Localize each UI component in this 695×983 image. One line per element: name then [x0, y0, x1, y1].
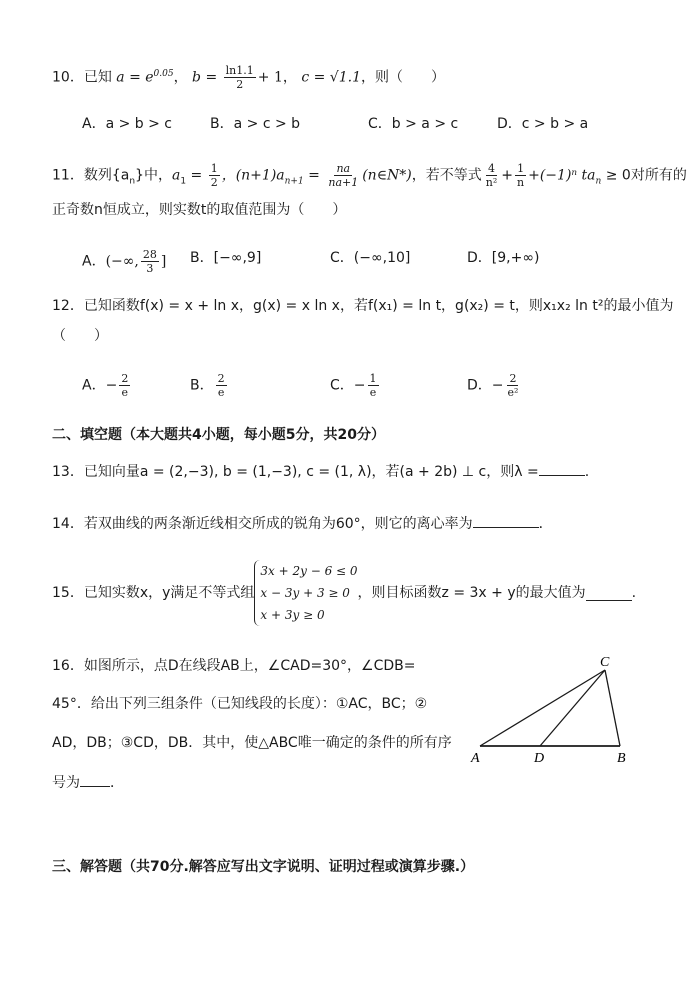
q11-a1-fraction: $\frac{1}{2}$ — [210, 162, 218, 189]
q10-option-b: B．a > c > b — [210, 116, 301, 132]
section-fill-in-title: 二、填空题（本大题共4小题，每小题5分，共20分） — [52, 427, 385, 443]
q10-option-a: A．a > b > c — [82, 116, 173, 132]
q16-line3: AD，DB；③CD，DB．其中，使△ABC唯一确定的条件的所有序 — [52, 735, 452, 751]
q12-option-a: A．− $\frac{2}{e}$ — [82, 372, 129, 399]
q11-line2: 正奇数n恒成立，则实数t的取值范围为（ ） — [52, 202, 347, 218]
q10-option-d: D．c > b > a — [497, 116, 589, 132]
q10-c-expr: c = √1.1 — [301, 69, 361, 86]
q12-option-c: C．− $\frac{1}{e}$ — [330, 372, 377, 399]
segment-cd — [540, 670, 605, 746]
q11-option-b: B．[−∞,9] — [190, 250, 262, 266]
q15-answer-blank[interactable] — [586, 586, 632, 601]
triangle-figure — [468, 650, 638, 770]
q14-stem: 14．若双曲线的两条渐近线相交所成的锐角为60°，则它的离心率为 ． — [52, 513, 553, 534]
section-solve-title: 三、解答题（共70分.解答应写出文字说明、证明过程或演算步骤.） — [52, 859, 475, 875]
label-c: C — [600, 655, 610, 670]
q16-line2: 45°．给出下列三组条件（已知线段的长度）：①AC，BC；② — [52, 696, 428, 712]
q12-option-d: D．− $\frac{2}{\text{e²}}$ — [467, 372, 519, 399]
q11-stem: 11．数列$\{a_n\}$中，$a_1$ = $\frac{1}{2}$ ，$(n+1)a_{n+1}$ = $\frac{na}{na+1}$ (n∈N*)，若不等式 $\frac{4}{\text{n²}}$ + $\frac{1}{n}$ +(−1)ⁿ $ta_n \ge 0$对所有的 — [52, 162, 687, 189]
q11-option-c: C．(−∞,10] — [330, 250, 411, 266]
label-a: A — [471, 751, 480, 766]
q12-stem: 12．已知函数f(x) = x + ln x，g(x) = x ln x，若f(x₁) = ln t，g(x₂) = t，则x₁x₂ ln t²的最小值为 — [52, 298, 674, 314]
q11-option-a: A．(−∞, $\frac{28}{3}$ ] — [82, 248, 167, 275]
q10-stem: 10．已知 $a = e^{0.05}$， b = $\frac{\ln 1.1}{2}$ + 1， c = √1.1，则（ ） — [52, 64, 445, 92]
q11-rec-fraction: $\frac{na}{na+1}$ — [328, 162, 359, 189]
q13-stem: 13．已知向量a = (2,−3), b = (1,−3), c = (1, λ)，若(a + 2b) ⊥ c，则λ = . — [52, 461, 589, 482]
q15-inequality-system: 3x + 2y − 6 ≤ 0 x − 3y + 3 ≥ 0 x + 3y ≥ 0 — [254, 560, 357, 626]
label-d: D — [534, 751, 545, 766]
q10-b-fraction: $\frac{\ln 1.1}{2}$ — [225, 64, 254, 92]
label-b: B — [617, 751, 626, 766]
q16-line1: 16．如图所示，点D在线段AB上，∠CAD=30°，∠CDB= — [52, 658, 416, 674]
segment-cb — [605, 670, 620, 746]
segment-ac — [480, 670, 605, 746]
q10-number: 10． — [52, 69, 84, 86]
q15-stem: 15．已知实数x，y满足不等式组 3x + 2y − 6 ≤ 0 x − 3y + 3 ≥ 0 x + 3y ≥ 0 ，则目标函数z = 3x + y的最大值为 . — [52, 560, 636, 626]
q10-option-c: C．b > a > c — [368, 116, 459, 132]
q11-option-d: D．[9,+∞) — [467, 250, 540, 266]
q16-answer-blank[interactable] — [80, 772, 110, 787]
q14-answer-blank[interactable] — [473, 513, 539, 528]
q16-line4: 号为 ． — [52, 772, 124, 793]
q12-option-b: B． $\frac{2}{e}$ — [190, 372, 225, 399]
q10-a-expr: a = e — [116, 69, 154, 86]
q12-line2: （ ） — [52, 328, 108, 344]
q13-answer-blank[interactable] — [539, 461, 585, 476]
